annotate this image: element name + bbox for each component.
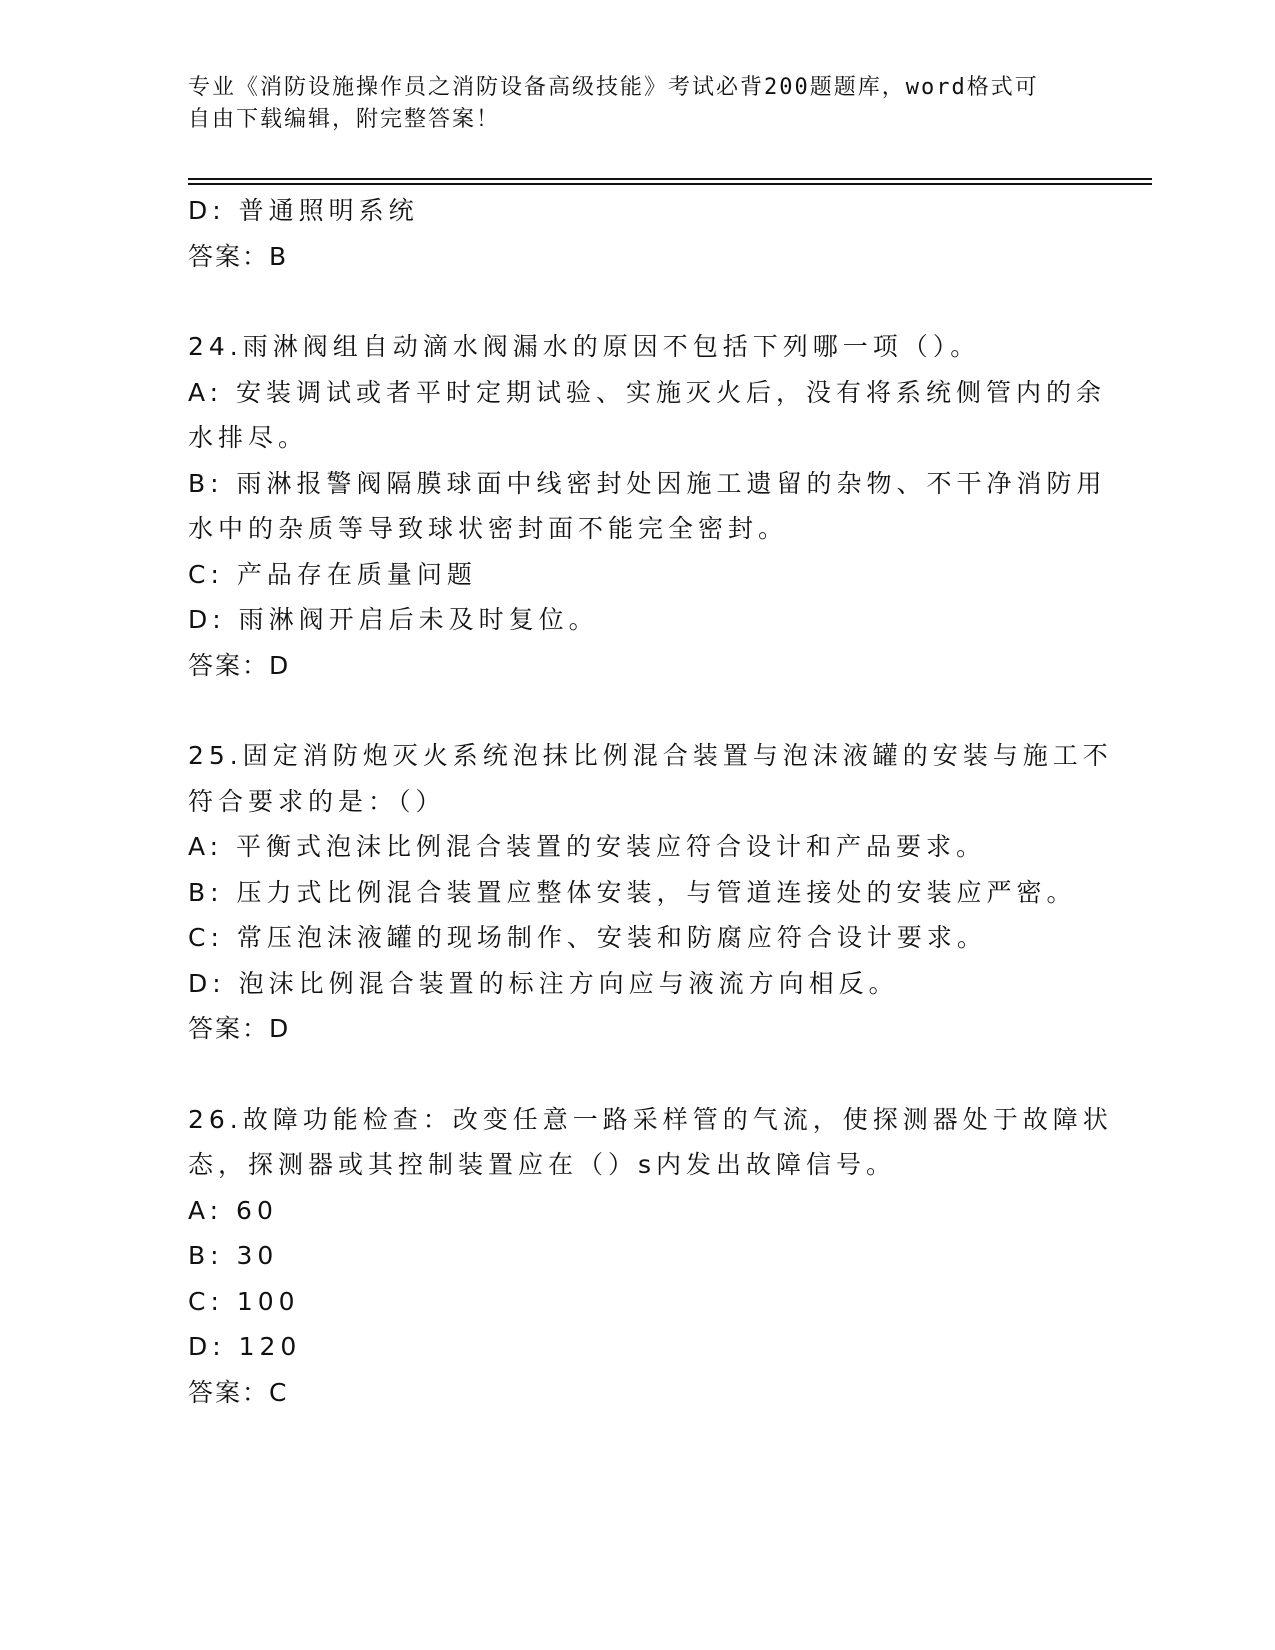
q26-option-c: C: 100 [188,1286,300,1316]
q25-option-b: B: 压力式比例混合装置应整体安装，与管道连接处的安装应严密。 [188,877,1077,907]
q24-option-a-line-1: A: 安装调试或者平时定期试验、实施灭火后，没有将系统侧管内的余 [188,377,1107,407]
header-title-line-2: 自由下载编辑，附完整答案！ [188,107,501,132]
q24-option-b-line-2: 水中的杂质等导致球状密封面不能完全密封。 [188,514,789,543]
q25-option-a: A: 平衡式泡沫比例混合装置的安装应符合设计和产品要求。 [188,832,987,861]
q25-stem-line-1: 固定消防炮灭火系统泡抹比例混合装置与泡沫液罐的安装与施工不 [242,741,1113,770]
q26-number: 26. [188,1104,243,1134]
q24-option-d: D: 雨淋阀开启后未及时复位。 [188,605,599,634]
q25-option-c: C: 常压泡沫液罐的现场制作、安装和防腐应符合设计要求。 [188,923,987,952]
q26-option-a: A: 60 [188,1195,278,1225]
question-25 [188,733,1113,1052]
header-divider-top [188,178,1152,180]
q25-option-d: D: 泡沫比例混合装置的标注方向应与液流方向相反。 [188,968,899,998]
q25-stem-line-2: 符合要求的是：（） [188,786,446,816]
document-header [188,72,1068,136]
q24-option-b-line-1: B: 雨淋报警阀隔膜球面中线密封处因施工遗留的杂物、不干净消防用 [188,468,1107,498]
q26-stem-line-2: 态，探测器或其控制装置应在（）s内发出故障信号。 [188,1150,897,1179]
q24-stem [188,324,1068,370]
q26-answer: 答案：C [188,1377,289,1407]
header-divider-bottom [188,183,1152,185]
q25-stem [188,733,1113,779]
q24-number: 24. [188,332,243,361]
q24-option-a-line-2: 水排尽。 [188,423,309,452]
question-list [188,188,1113,1415]
q26-option-b: B: 30 [188,1241,279,1270]
q26-stem [188,1097,1113,1143]
q24-option-c: C: 产品存在质量问题 [188,559,477,589]
q26-stem-line-1: 故障功能检查：改变任意一路采样管的气流，使探测器处于故障状 [242,1104,1113,1134]
question-24 [188,324,1107,688]
q23-answer: 答案：B [188,241,289,271]
q25-answer: 答案：D [188,1014,291,1043]
q24-stem-line-1: 雨淋阀组自动滴水阀漏水的原因不包括下列哪一项（）。 [242,332,981,361]
q25-number: 25. [188,741,243,770]
q24-answer: 答案：D [188,650,291,680]
header-title-line-1: 专业《消防设施操作员之消防设备高级技能》考试必背200题题库，word格式可 [188,75,1039,100]
q26-option-d: D: 120 [188,1332,302,1361]
question-26 [188,1097,1113,1416]
q23-option-d: D: 普通照明系统 [188,196,419,225]
